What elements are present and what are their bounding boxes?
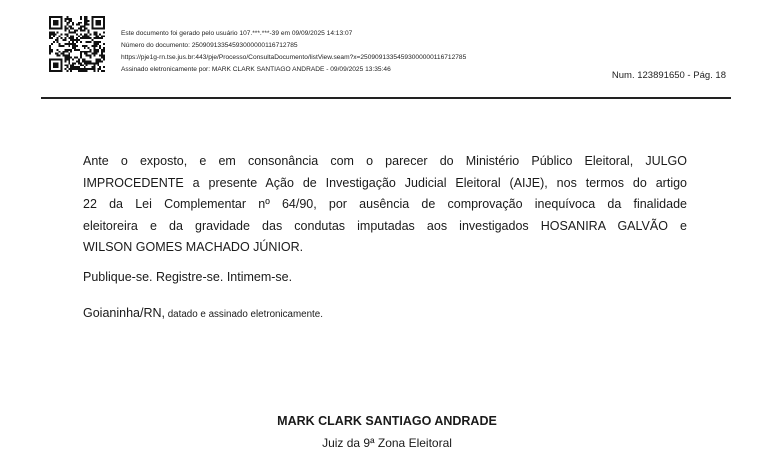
document-number-line: Número do documento: 25090913354593000000116712785 (121, 42, 298, 49)
document-metadata (121, 28, 466, 76)
place-text: Goianinha/RN, (83, 306, 165, 320)
document-url-line: https://pje1g-rn.tse.jus.br:443/pje/Processo/ConsultaDocumento/listView.seam?x=25090913354593000000116712785 (121, 54, 467, 61)
paragraph-line: Ante o exposto, e em consonância com o parecer do Ministério Público Eleitoral, JULGO (83, 154, 687, 168)
publication-order: Publique-se. Registre-se. Intimem-se. (83, 270, 293, 284)
header-divider (41, 97, 731, 99)
dated-signed-text: datado e assinado eletronicamente. (165, 309, 323, 320)
place-date-line (83, 304, 687, 324)
paragraph-line: IMPROCEDENTE a presente Ação de Investigação Judicial Eleitoral (AIJE), nos termos do artigo (83, 175, 687, 190)
qr-code-icon (49, 16, 105, 72)
signed-by-line: Assinado eletronicamente por: MARK CLARK SANTIAGO ANDRADE - 09/09/2025 13:35:46 (121, 66, 391, 73)
signer-name: MARK CLARK SANTIAGO ANDRADE (277, 414, 497, 428)
page-number: Num. 123891650 - Pág. 18 (611, 70, 726, 81)
paragraph-line: 22 da Lei Complementar nº 64/90, por ausência de comprovação inequívoca da finalidade (83, 197, 687, 211)
signer-title: Juiz da 9ª Zona Eleitoral (322, 436, 452, 450)
paragraph-line: eleitoreira e da gravidade das condutas imputadas aos investigados HOSANIRA GALVÃO e (83, 218, 687, 233)
decision-paragraph (83, 151, 687, 259)
paragraph-line: WILSON GOMES MACHADO JÚNIOR. (83, 240, 304, 254)
generated-by-line: Este documento foi gerado pelo usuário 107.***.***-39 em 09/09/2025 14:13:07 (121, 30, 353, 37)
